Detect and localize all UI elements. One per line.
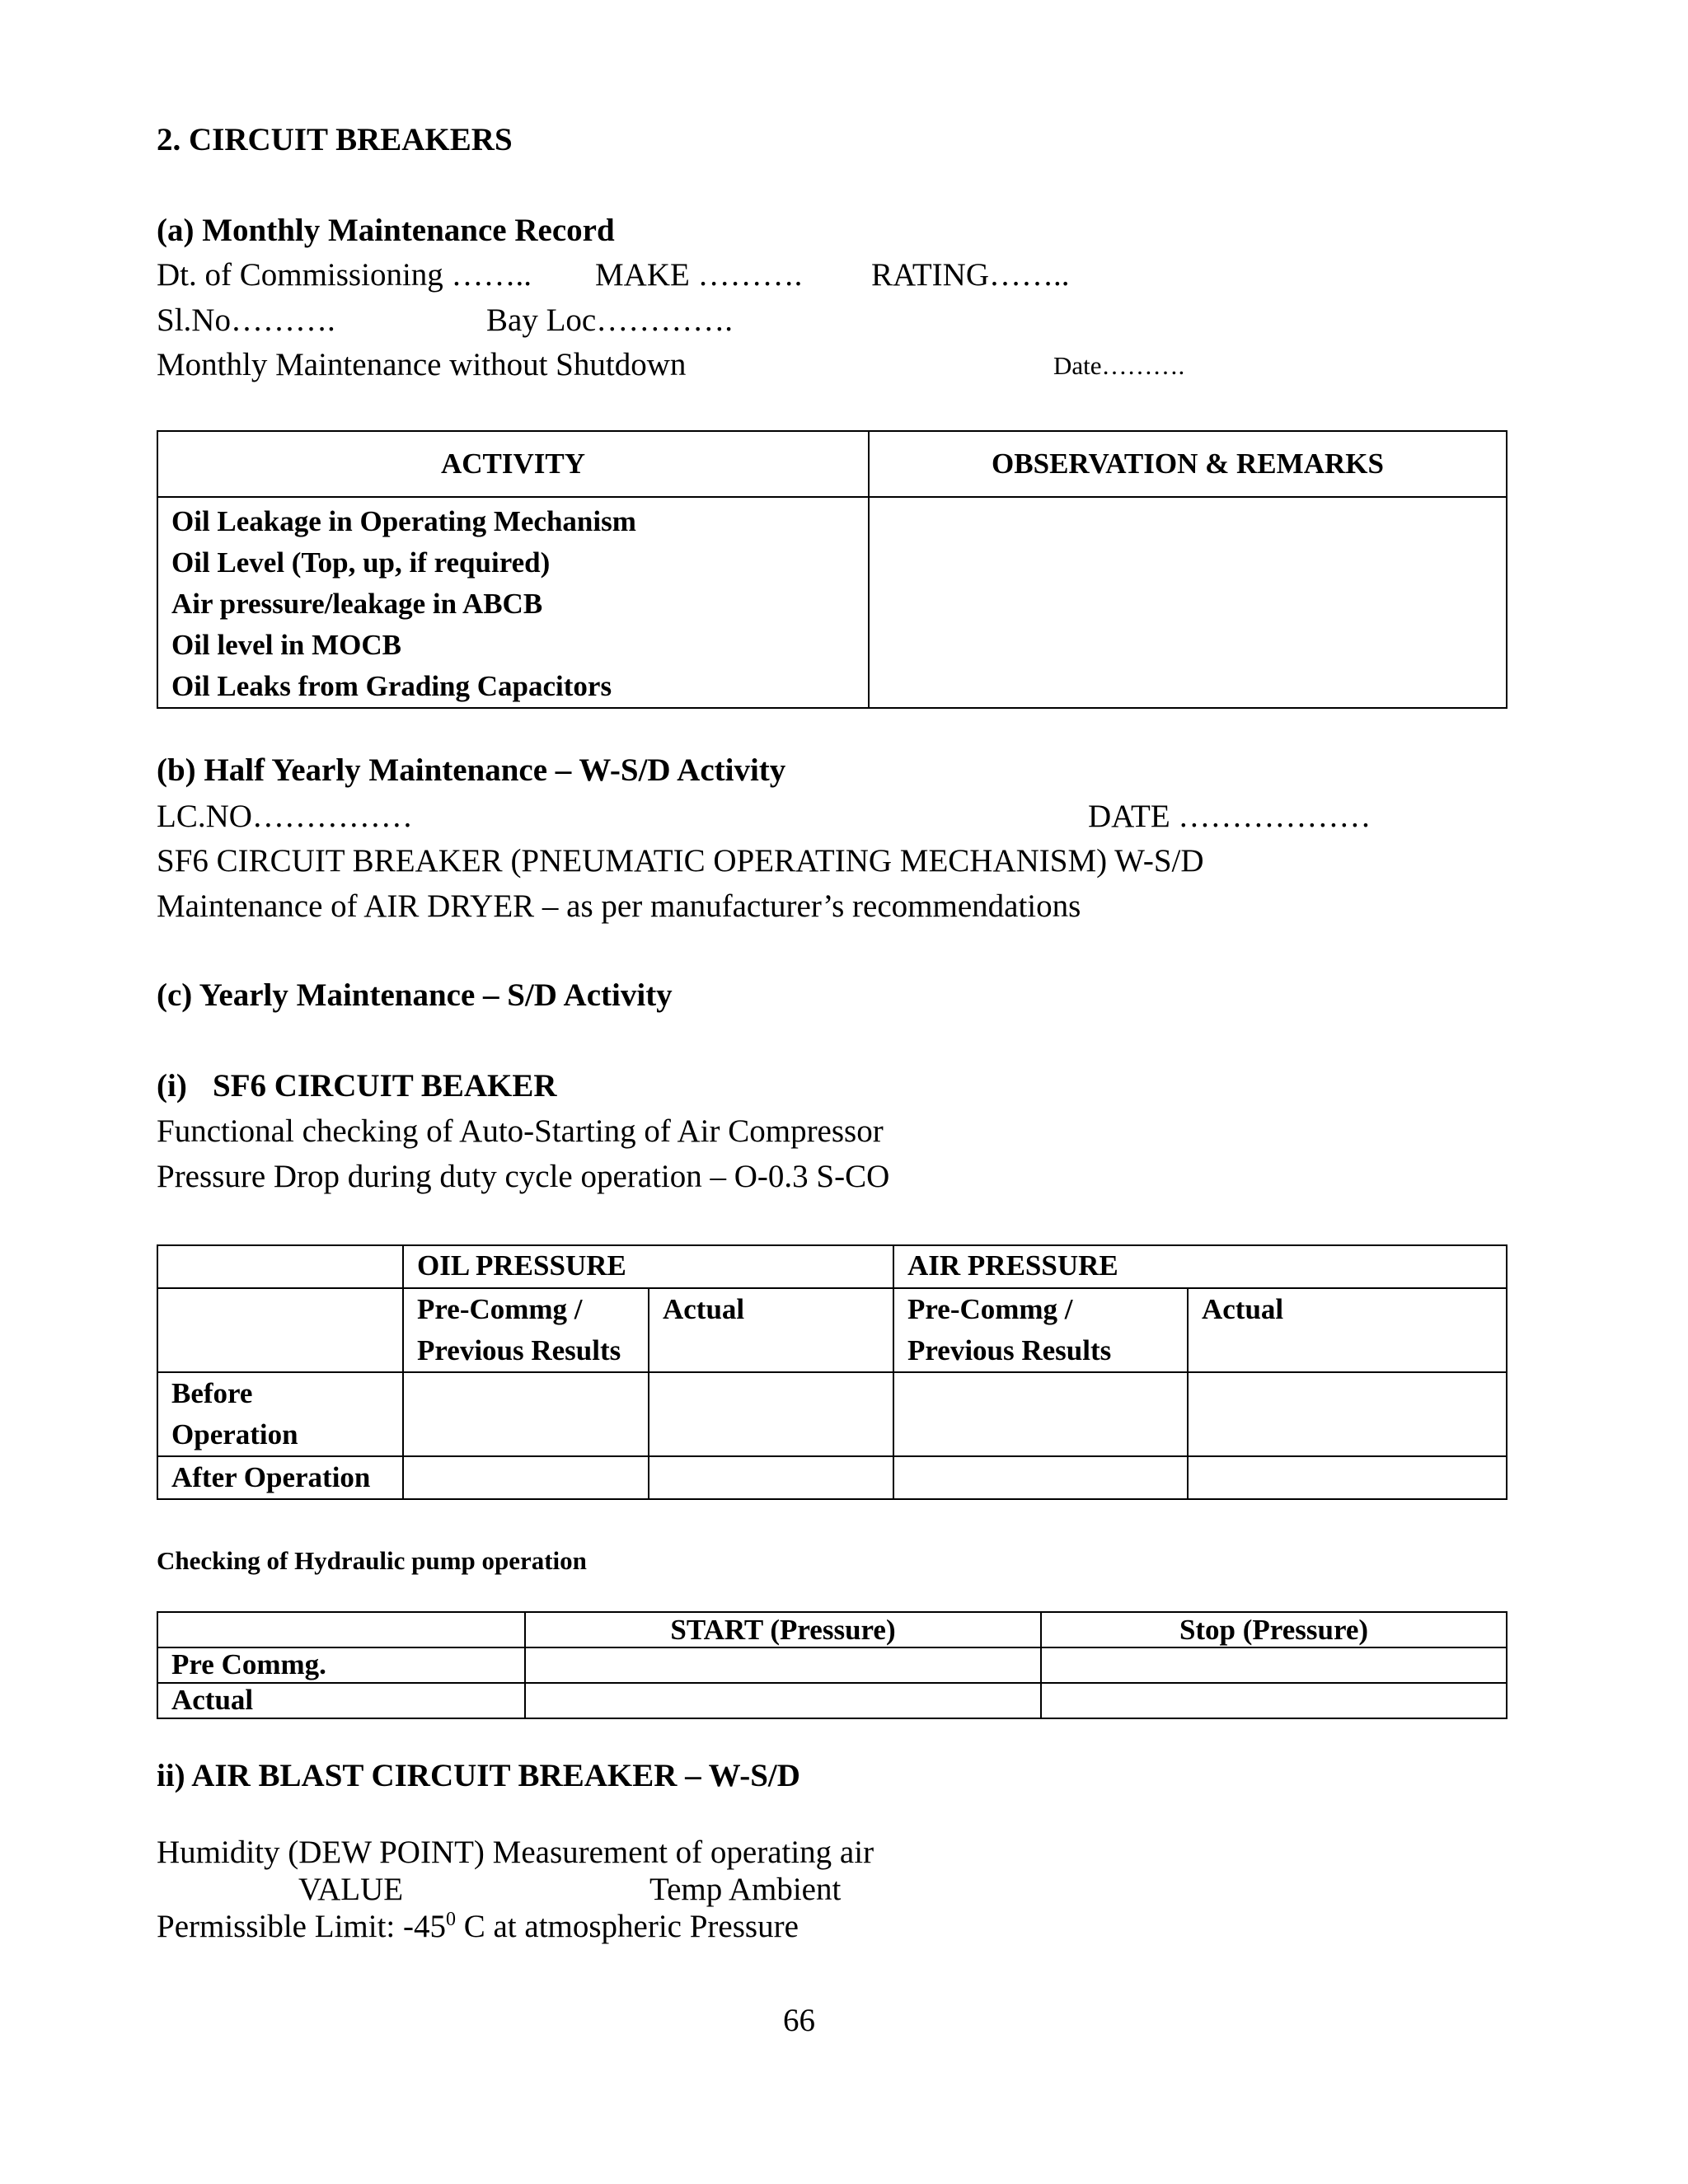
pre-commg-label: Pre-Commg / — [417, 1293, 583, 1325]
hydraulic-table — [157, 1611, 1507, 1719]
start-pressure-header: START (Pressure) — [525, 1612, 1041, 1647]
without-shutdown-label: Monthly Maintenance without Shutdown — [157, 347, 687, 382]
commissioning-date-field: Dt. of Commissioning …….. — [157, 257, 532, 293]
sf6-heading-number: (i) — [157, 1068, 187, 1104]
table-cell — [1041, 1683, 1507, 1718]
table-cell — [525, 1683, 1041, 1718]
table-cell — [1188, 1456, 1507, 1499]
air-actual-header: Actual — [1188, 1288, 1507, 1372]
air-compressor-line: Functional checking of Auto-Starting of Air Compressor — [157, 1113, 884, 1149]
activity-item: Oil Leaks from Grading Capacitors — [171, 670, 612, 702]
degree-superscript: 0 — [445, 1909, 456, 1930]
lc-number-field: LC.NO…………… — [157, 799, 413, 834]
sf6-pneumatic-line: SF6 CIRCUIT BREAKER (PNEUMATIC OPERATING MECHANISM) W-S/D — [157, 843, 1204, 879]
abcb-heading: ii) AIR BLAST CIRCUIT BREAKER – W-S/D — [157, 1758, 800, 1793]
rating-field: RATING…….. — [871, 257, 1070, 293]
previous-results-label: Previous Results — [417, 1334, 621, 1366]
oil-actual-header: Actual — [649, 1288, 893, 1372]
half-yearly-heading: (b) Half Yearly Maintenance – W-S/D Activity — [157, 752, 786, 788]
activity-item: Oil Leakage in Operating Mechanism — [171, 505, 636, 537]
bay-location-field: Bay Loc…………. — [486, 302, 733, 338]
activity-column-header: ACTIVITY — [157, 431, 869, 497]
oil-pressure-header: OIL PRESSURE — [403, 1245, 893, 1288]
value-label: VALUE — [298, 1872, 404, 1907]
permissible-limit-line — [157, 1910, 799, 1943]
pressure-corner-cell — [157, 1245, 403, 1288]
pre-commg-row-label: Pre Commg. — [157, 1647, 525, 1683]
previous-results-label: Previous Results — [907, 1334, 1112, 1366]
hydraulic-heading: Checking of Hydraulic pump operation — [157, 1546, 587, 1575]
monthly-date-field: Date………. — [1053, 351, 1185, 380]
air-pressure-header: AIR PRESSURE — [893, 1245, 1507, 1288]
pressure-table — [157, 1244, 1507, 1500]
limit-suffix: C at atmospheric Pressure — [455, 1909, 799, 1944]
air-pre-commg-header — [893, 1288, 1188, 1372]
limit-prefix: Permissible Limit: -45 — [157, 1909, 446, 1944]
table-cell — [893, 1456, 1188, 1499]
activity-item: Oil Level (Top, up, if required) — [171, 546, 551, 579]
yearly-heading: (c) Yearly Maintenance – S/D Activity — [157, 977, 673, 1013]
activity-item: Air pressure/leakage in ABCB — [171, 588, 543, 620]
monthly-heading: (a) Monthly Maintenance Record — [157, 213, 615, 248]
humidity-line: Humidity (DEW POINT) Measurement of operating air — [157, 1835, 874, 1870]
activity-item: Oil level in MOCB — [171, 629, 402, 661]
table-cell — [649, 1372, 893, 1456]
monthly-activity-table — [157, 430, 1507, 709]
after-operation-row-label: After Operation — [157, 1456, 403, 1499]
temp-ambient-label: Temp Ambient — [649, 1872, 842, 1907]
activity-list-cell — [157, 497, 869, 708]
page-number: 66 — [783, 2003, 815, 2038]
serial-number-field: Sl.No………. — [157, 302, 335, 338]
table-cell — [403, 1456, 649, 1499]
table-cell — [1041, 1647, 1507, 1683]
observation-column-header: OBSERVATION & REMARKS — [869, 431, 1507, 497]
pressure-blank-cell — [157, 1288, 403, 1372]
table-cell — [403, 1372, 649, 1456]
air-dryer-line: Maintenance of AIR DRYER – as per manufacturer’s recommendations — [157, 888, 1081, 924]
observation-cell — [869, 497, 1507, 708]
table-cell — [1188, 1372, 1507, 1456]
half-yearly-date-field: DATE ……………… — [1088, 799, 1372, 834]
operation-label: Operation — [171, 1418, 298, 1451]
table-cell — [525, 1647, 1041, 1683]
section-title: 2. CIRCUIT BREAKERS — [157, 122, 513, 157]
pre-commg-label: Pre-Commg / — [907, 1293, 1073, 1325]
table-cell — [893, 1372, 1188, 1456]
make-field: MAKE ………. — [595, 257, 803, 293]
oil-pre-commg-header — [403, 1288, 649, 1372]
before-operation-row-label — [157, 1372, 403, 1456]
pressure-drop-line: Pressure Drop during duty cycle operation – O-0.3 S-CO — [157, 1159, 890, 1194]
sf6-heading: SF6 CIRCUIT BEAKER — [213, 1068, 557, 1104]
actual-row-label: Actual — [157, 1683, 525, 1718]
before-label: Before — [171, 1377, 253, 1409]
hydraulic-corner-cell — [157, 1612, 525, 1647]
stop-pressure-header: Stop (Pressure) — [1041, 1612, 1507, 1647]
table-cell — [649, 1456, 893, 1499]
